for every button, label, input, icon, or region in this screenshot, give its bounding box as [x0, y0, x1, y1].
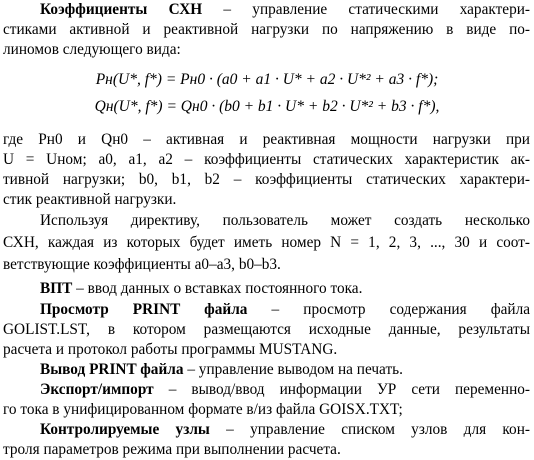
- formula-active-load: Pн(U*, f*) = Pн0 · (a0 + a1 · U* + a2 · U*² + a3 · f*);: [95, 71, 439, 88]
- text: – управление выводом на печать.: [183, 361, 403, 378]
- paragraph-definitions-line4: стик реактивной нагрузки.: [3, 191, 177, 208]
- text: – управление статическими характери-: [223, 1, 531, 18]
- term-coefficients: Коэффициенты СХН: [40, 1, 203, 18]
- paragraph-coefficients-line2: стиками активной и реактивной нагрузки по напряжению в виде по-: [3, 21, 530, 38]
- paragraph-directive-line2: СХН, каждая из которых будет иметь номер N = 1, 2, 3, ..., 30 и соот-: [3, 234, 530, 251]
- text: – ввод данных о вставках постоянного тока.: [72, 280, 363, 297]
- term-vpt: ВПТ: [40, 280, 73, 297]
- paragraph-definitions-line3: тивной нагрузки; b0, b1, b2 – коэффициенты статических характери-: [3, 171, 530, 188]
- paragraph-print-view-line2: GOLIST.LST, в котором размещаются исходные данные, результаты: [3, 321, 530, 338]
- paragraph-directive-line1: Используя директиву, пользователь может создать несколько: [40, 212, 530, 229]
- paragraph-export-import-line2: го тока в унифицированном формате в/из файла GOISX.TXT;: [3, 401, 403, 418]
- text: – вывод/ввод информации УР сети переменно-: [153, 381, 530, 398]
- text: – просмотр содержания файла: [247, 301, 530, 318]
- term-controlled-nodes: Контролируемые узлы: [40, 421, 210, 438]
- paragraph-definitions-line1: где Pн0 и Qн0 – активная и реактивная мощности нагрузки при: [3, 131, 530, 148]
- paragraph-definitions-line2: U = Uном; a0, a1, a2 – коэффициенты статических характеристик ак-: [3, 151, 530, 168]
- paragraph-print-view-line3: расчета и протокол работы программы MUSTANG.: [3, 341, 338, 358]
- paragraph-print-view-line1: [40, 300, 530, 320]
- paragraph-vpt: [40, 279, 530, 299]
- paragraph-controlled-nodes-line1: [40, 420, 530, 440]
- text: – управление списком узлов для кон-: [209, 421, 530, 438]
- paragraph-coefficients-line3: линомов следующего вида:: [3, 41, 181, 58]
- term-export-import: Экспорт/импорт: [40, 381, 154, 398]
- paragraph-controlled-nodes-line2: троля параметров режима при выполнении расчета.: [3, 441, 341, 458]
- term-print-view: Просмотр PRINT файла: [40, 301, 248, 318]
- paragraph-export-import-line1: [40, 380, 530, 400]
- term-print-output: Вывод PRINT файла: [40, 361, 184, 378]
- formula-reactive-load: Qн(U*, f*) = Qн0 · (b0 + b1 · U* + b2 · U*² + b3 · f*),: [94, 98, 440, 115]
- paragraph-coefficients-line1: [40, 0, 530, 20]
- paragraph-print-output: [40, 360, 530, 380]
- paragraph-directive-line3: ветствующие коэффициенты a0–a3, b0–b3.: [3, 256, 281, 273]
